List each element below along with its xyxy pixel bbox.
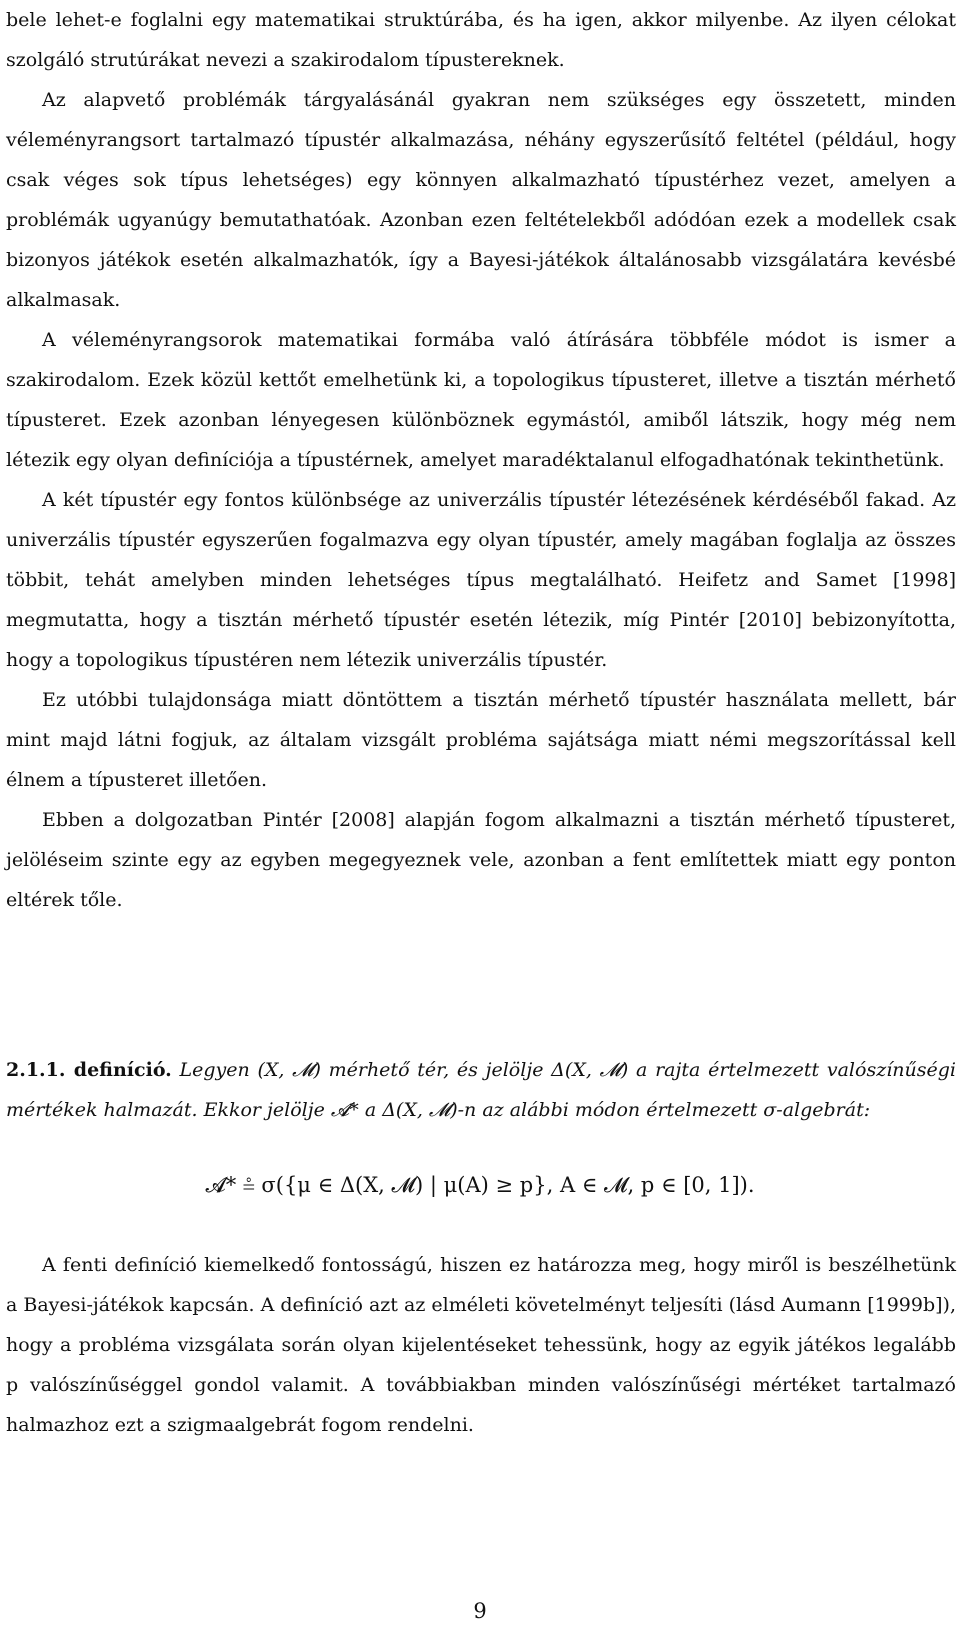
definition-label: 2.1.1. definíció. [6,1059,172,1081]
paragraph-universal-typespace: A két típustér egy fontos különbsége az univerzális típustér létezésének kérdéséből fakad. Az univerzális típustér egyszerűen fogalmazva egy olyan típustér, amely magában foglalja az összes többit, tehát amelyben minden lehetséges típus megtalálható. Heifetz and Samet [1998] megmutatta, hogy a tisztán mérhető típustér esetén létezik, míg Pintér [2010] bebizonyította, hogy a topologikus típustéren nem létezik univerzális típustér. [6,489,956,671]
definition-text: Legyen (X, 𝓜) mérhető tér, és jelölje Δ(X, 𝓜) a rajta értelmezett valószínűségi mértékek halmazát. Ekkor jelölje 𝓐* a Δ(X, 𝓜)-n az alábbi módon értelmezett σ-algebrát: [6,1059,956,1121]
body-text-bottom [6,1245,956,1445]
paragraph-this-thesis: Ebben a dolgozatban Pintér [2008] alapján fogom alkalmazni a tisztán mérhető típusteret, jelöléseim szinte egy az egyben megegyeznek vele, azonban a fent említettek miatt egy ponton eltérek tőle. [6,809,956,911]
body-text-top [6,0,956,920]
page-number: 9 [473,1599,487,1623]
definition-block [6,1050,956,1130]
paragraph-choice: Ez utóbbi tulajdonsága miatt döntöttem a tisztán mérhető típustér használata mellett, bár mint majd látni fogjuk, az általam vizsgált probléma sajátsága miatt némi megszorítással kell élnem a típusteret illetően. [6,689,956,791]
display-equation: 𝓐* ≗ σ({μ ∈ Δ(X, 𝓜) | μ(A) ≥ p}, A ∈ 𝓜, p ∈ [0, 1]). [205,1173,755,1197]
paragraph-rankings: A véleményrangsorok matematikai formába való átírására többféle módot is ismer a szakirodalom. Ezek közül kettőt emelhetünk ki, a topologikus típusteret, illetve a tisztán mérhető típusteret. Ezek azonban lényegesen különböznek egymástól, amiből látszik, hogy még nem létezik egy olyan definíciója a típustérnek, amelyet maradéktalanul elfogadhatónak tekinthetünk. [6,329,956,471]
paragraph-definition-importance: A fenti definíció kiemelkedő fontosságú, hiszen ez határozza meg, hogy miről is beszélhetünk a Bayesi-játékok kapcsán. A definíció azt az elméleti követelményt teljesíti (lásd Aumann [1999b]), hogy a probléma vizsgálata során olyan kijelentéseket tehessünk, hogy az egyik játékos legalább p valószínűséggel gondol valamit. A továbbiakban minden valószínűségi mértéket tartalmazó halmazhoz ezt a szigmaalgebrát fogom rendelni. [6,1254,956,1436]
paragraph-basic-problems: Az alapvető problémák tárgyalásánál gyakran nem szükséges egy összetett, minden véleményrangsort tartalmazó típustér alkalmazása, néhány egyszerűsítő feltétel (például, hogy csak véges sok típus lehetséges) egy könnyen alkalmazható típustérhez vezet, amelyen a problémák ugyanúgy bemutathatóak. Azonban ezen feltételekből adódóan ezek a modellek csak bizonyos játékok esetén alkalmazhatók, így a Bayesi-játékok általánosabb vizsgálatára kevésbé alkalmasak. [6,89,956,311]
paragraph-intro-continued: bele lehet-e foglalni egy matematikai struktúrába, és ha igen, akkor milyenbe. Az ilyen célokat szolgáló strutúrákat nevezi a szakirodalom típustereknek. [6,9,956,71]
